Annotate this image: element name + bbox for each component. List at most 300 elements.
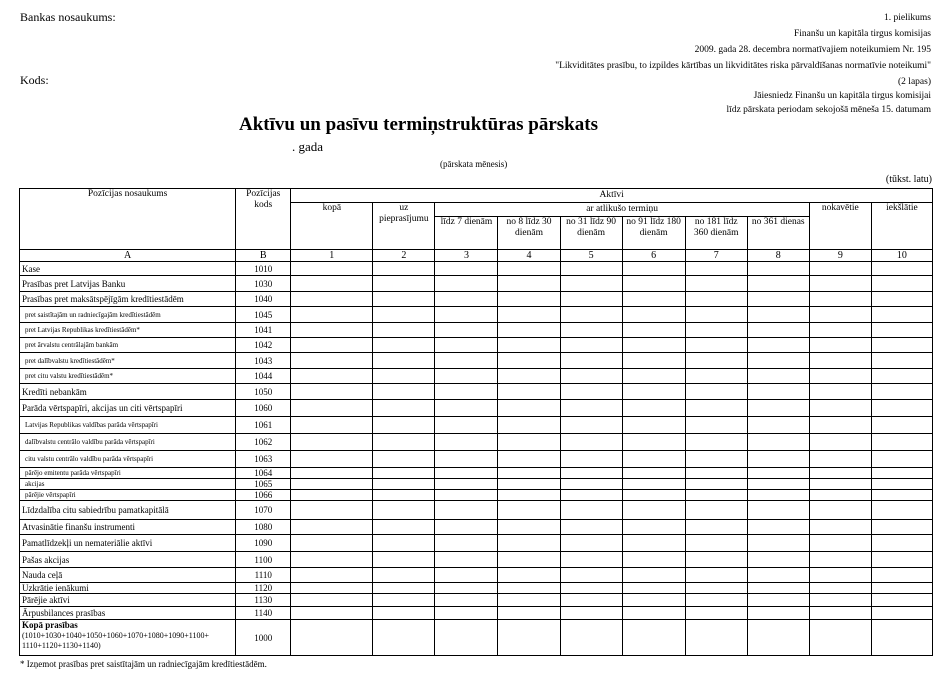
input-cell[interactable] [809, 479, 871, 490]
input-cell[interactable] [498, 490, 560, 501]
input-cell[interactable] [498, 417, 560, 434]
input-cell[interactable] [291, 276, 373, 292]
submit-deadline: līdz pārskata periodam sekojošā mēneša 15. datumam [726, 105, 931, 115]
input-cell[interactable] [435, 583, 498, 594]
row-name: dalībvalstu centrālo valdību parāda vērtspapīri [20, 434, 236, 451]
input-cell[interactable] [809, 535, 871, 552]
input-cell[interactable] [747, 384, 809, 400]
input-cell[interactable] [560, 535, 622, 552]
input-cell[interactable] [622, 583, 685, 594]
input-cell[interactable] [747, 323, 809, 338]
input-cell[interactable] [291, 417, 373, 434]
input-cell[interactable] [435, 307, 498, 323]
col-total: kopā [291, 203, 373, 250]
input-cell[interactable] [809, 323, 871, 338]
input-cell[interactable] [622, 369, 685, 384]
input-cell[interactable] [747, 400, 809, 417]
input-cell[interactable] [560, 417, 622, 434]
input-cell[interactable] [560, 451, 622, 468]
col-term-2: no 8 līdz 30 dienām [498, 217, 560, 250]
input-cell[interactable] [560, 276, 622, 292]
col-term-5: no 181 līdz 360 dienām [685, 217, 747, 250]
input-cell[interactable] [871, 400, 932, 417]
input-cell[interactable] [560, 520, 622, 535]
input-cell[interactable] [809, 552, 871, 568]
row-name: Atvasinātie finanšu instrumenti [20, 520, 236, 535]
input-cell[interactable] [622, 262, 685, 276]
input-cell[interactable] [560, 307, 622, 323]
row-code: 1045 [236, 307, 291, 323]
input-cell[interactable] [622, 552, 685, 568]
input-cell[interactable] [435, 276, 498, 292]
input-cell[interactable] [560, 501, 622, 520]
input-cell[interactable] [809, 620, 871, 656]
table-row [20, 262, 933, 276]
input-cell[interactable] [809, 434, 871, 451]
input-cell[interactable] [747, 338, 809, 353]
input-cell[interactable] [498, 353, 560, 369]
report-month-label: (pārskata mēnesis) [440, 159, 508, 169]
input-cell[interactable] [622, 323, 685, 338]
column-letter: 9 [809, 250, 871, 262]
row-code: 1120 [236, 583, 291, 594]
regulation-date: 2009. gada 28. decembra normatīvajiem noteikumiem Nr. 195 [694, 45, 931, 55]
input-cell[interactable] [498, 468, 560, 479]
input-cell[interactable] [871, 490, 932, 501]
input-cell[interactable] [747, 490, 809, 501]
input-cell[interactable] [622, 353, 685, 369]
row-code: 1030 [236, 276, 291, 292]
input-cell[interactable] [435, 417, 498, 434]
commission-label: Finanšu un kapitāla tirgus komisijas [793, 29, 931, 39]
input-cell[interactable] [747, 583, 809, 594]
col-overdue: nokavētie [809, 203, 871, 250]
input-cell[interactable] [747, 568, 809, 583]
input-cell[interactable] [291, 292, 373, 307]
input-cell[interactable] [871, 583, 932, 594]
input-cell[interactable] [560, 490, 622, 501]
input-cell[interactable] [685, 451, 747, 468]
input-cell[interactable] [747, 292, 809, 307]
column-letter: 4 [498, 250, 560, 262]
input-cell[interactable] [435, 552, 498, 568]
input-cell[interactable] [498, 607, 560, 620]
input-cell[interactable] [560, 384, 622, 400]
input-cell[interactable] [747, 276, 809, 292]
input-cell[interactable] [498, 501, 560, 520]
row-name: Uzkrātie ienākumi [20, 583, 236, 594]
input-cell[interactable] [498, 384, 560, 400]
input-cell[interactable] [685, 552, 747, 568]
input-cell[interactable] [871, 338, 932, 353]
input-cell[interactable] [373, 620, 435, 656]
input-cell[interactable] [685, 417, 747, 434]
input-cell[interactable] [498, 262, 560, 276]
input-cell[interactable] [498, 323, 560, 338]
input-cell[interactable] [622, 479, 685, 490]
input-cell[interactable] [809, 417, 871, 434]
input-cell[interactable] [685, 620, 747, 656]
input-cell[interactable] [498, 400, 560, 417]
input-cell[interactable] [560, 479, 622, 490]
input-cell[interactable] [373, 490, 435, 501]
input-cell[interactable] [373, 583, 435, 594]
input-cell[interactable] [747, 607, 809, 620]
row-name: Prasības pret maksātspējīgām kredītiestādēm [20, 292, 236, 307]
input-cell[interactable] [560, 353, 622, 369]
input-cell[interactable] [435, 400, 498, 417]
input-cell[interactable] [685, 594, 747, 607]
input-cell[interactable] [435, 384, 498, 400]
input-cell[interactable] [809, 369, 871, 384]
input-cell[interactable] [435, 479, 498, 490]
input-cell[interactable] [291, 583, 373, 594]
input-cell[interactable] [622, 520, 685, 535]
input-cell[interactable] [809, 451, 871, 468]
input-cell[interactable] [291, 338, 373, 353]
input-cell[interactable] [373, 276, 435, 292]
input-cell[interactable] [560, 338, 622, 353]
col-group-assets: Aktīvi [291, 189, 933, 203]
input-cell[interactable] [809, 276, 871, 292]
input-cell[interactable] [498, 552, 560, 568]
col-term-4: no 91 līdz 180 dienām [622, 217, 685, 250]
input-cell[interactable] [291, 568, 373, 583]
input-cell[interactable] [809, 568, 871, 583]
input-cell[interactable] [498, 292, 560, 307]
input-cell[interactable] [560, 594, 622, 607]
input-cell[interactable] [809, 594, 871, 607]
input-cell[interactable] [291, 262, 373, 276]
input-cell[interactable] [871, 620, 932, 656]
input-cell[interactable] [435, 490, 498, 501]
input-cell[interactable] [622, 468, 685, 479]
input-cell[interactable] [498, 620, 560, 656]
input-cell[interactable] [435, 369, 498, 384]
input-cell[interactable] [871, 417, 932, 434]
input-cell[interactable] [498, 369, 560, 384]
input-cell[interactable] [291, 323, 373, 338]
table-row [20, 292, 933, 307]
input-cell[interactable] [871, 594, 932, 607]
input-cell[interactable] [373, 607, 435, 620]
input-cell[interactable] [747, 468, 809, 479]
input-cell[interactable] [809, 307, 871, 323]
input-cell[interactable] [871, 568, 932, 583]
input-cell[interactable] [622, 451, 685, 468]
input-cell[interactable] [685, 400, 747, 417]
total-row [20, 620, 933, 656]
input-cell[interactable] [622, 490, 685, 501]
regulation-title: "Likviditātes prasību, to izpildes kārtības un likviditātes riska pārvaldīšanas normatīvie noteikumi" [555, 61, 931, 71]
input-cell[interactable] [291, 552, 373, 568]
input-cell[interactable] [871, 535, 932, 552]
input-cell[interactable] [435, 501, 498, 520]
input-cell[interactable] [809, 353, 871, 369]
input-cell[interactable] [498, 479, 560, 490]
input-cell[interactable] [747, 479, 809, 490]
input-cell[interactable] [622, 620, 685, 656]
input-cell[interactable] [498, 338, 560, 353]
input-cell[interactable] [435, 434, 498, 451]
column-letter: 5 [560, 250, 622, 262]
input-cell[interactable] [291, 451, 373, 468]
input-cell[interactable] [291, 490, 373, 501]
input-cell[interactable] [435, 353, 498, 369]
input-cell[interactable] [871, 520, 932, 535]
input-cell[interactable] [871, 501, 932, 520]
input-cell[interactable] [685, 384, 747, 400]
input-cell[interactable] [291, 369, 373, 384]
input-cell[interactable] [373, 468, 435, 479]
input-cell[interactable] [373, 417, 435, 434]
input-cell[interactable] [291, 620, 373, 656]
input-cell[interactable] [685, 468, 747, 479]
input-cell[interactable] [291, 520, 373, 535]
input-cell[interactable] [435, 620, 498, 656]
input-cell[interactable] [809, 501, 871, 520]
input-cell[interactable] [373, 434, 435, 451]
table-row [20, 451, 933, 468]
row-name: Pārējie aktīvi [20, 594, 236, 607]
input-cell[interactable] [373, 400, 435, 417]
input-cell[interactable] [622, 384, 685, 400]
input-cell[interactable] [685, 262, 747, 276]
input-cell[interactable] [560, 568, 622, 583]
input-cell[interactable] [871, 323, 932, 338]
input-cell[interactable] [291, 468, 373, 479]
annex-label: 1. pielikums [884, 13, 931, 23]
input-cell[interactable] [622, 607, 685, 620]
input-cell[interactable] [498, 520, 560, 535]
input-cell[interactable] [291, 594, 373, 607]
input-cell[interactable] [498, 434, 560, 451]
input-cell[interactable] [435, 594, 498, 607]
input-cell[interactable] [685, 369, 747, 384]
input-cell[interactable] [498, 568, 560, 583]
input-cell[interactable] [685, 501, 747, 520]
input-cell[interactable] [747, 417, 809, 434]
input-cell[interactable] [871, 262, 932, 276]
input-cell[interactable] [291, 535, 373, 552]
input-cell[interactable] [809, 607, 871, 620]
input-cell[interactable] [498, 535, 560, 552]
input-cell[interactable] [435, 535, 498, 552]
input-cell[interactable] [871, 369, 932, 384]
input-cell[interactable] [809, 262, 871, 276]
input-cell[interactable] [435, 338, 498, 353]
row-name: Pašas akcijas [20, 552, 236, 568]
input-cell[interactable] [373, 307, 435, 323]
input-cell[interactable] [622, 307, 685, 323]
input-cell[interactable] [498, 583, 560, 594]
input-cell[interactable] [685, 583, 747, 594]
input-cell[interactable] [809, 520, 871, 535]
input-cell[interactable] [435, 323, 498, 338]
input-cell[interactable] [747, 501, 809, 520]
input-cell[interactable] [291, 501, 373, 520]
input-cell[interactable] [747, 353, 809, 369]
input-cell[interactable] [373, 451, 435, 468]
input-cell[interactable] [373, 369, 435, 384]
input-cell[interactable] [435, 262, 498, 276]
row-code: 1070 [236, 501, 291, 520]
input-cell[interactable] [291, 434, 373, 451]
input-cell[interactable] [560, 620, 622, 656]
col-position-name: Pozīcijas nosaukums [20, 189, 236, 250]
column-letter: 6 [622, 250, 685, 262]
input-cell[interactable] [373, 323, 435, 338]
input-cell[interactable] [747, 307, 809, 323]
input-cell[interactable] [871, 384, 932, 400]
input-cell[interactable] [560, 434, 622, 451]
input-cell[interactable] [291, 607, 373, 620]
input-cell[interactable] [373, 552, 435, 568]
input-cell[interactable] [685, 607, 747, 620]
input-cell[interactable] [435, 468, 498, 479]
input-cell[interactable] [871, 276, 932, 292]
input-cell[interactable] [747, 434, 809, 451]
input-cell[interactable] [747, 520, 809, 535]
input-cell[interactable] [560, 369, 622, 384]
input-cell[interactable] [809, 468, 871, 479]
table-row [20, 384, 933, 400]
input-cell[interactable] [685, 323, 747, 338]
input-cell[interactable] [498, 451, 560, 468]
input-cell[interactable] [560, 468, 622, 479]
input-cell[interactable] [560, 292, 622, 307]
input-cell[interactable] [435, 451, 498, 468]
column-letter: 8 [747, 250, 809, 262]
input-cell[interactable] [291, 353, 373, 369]
input-cell[interactable] [622, 594, 685, 607]
input-cell[interactable] [560, 583, 622, 594]
row-name: Ārpusbilances prasības [20, 607, 236, 620]
input-cell[interactable] [871, 607, 932, 620]
input-cell[interactable] [560, 262, 622, 276]
input-cell[interactable] [291, 400, 373, 417]
input-cell[interactable] [373, 501, 435, 520]
input-cell[interactable] [685, 276, 747, 292]
input-cell[interactable] [498, 307, 560, 323]
input-cell[interactable] [871, 292, 932, 307]
input-cell[interactable] [622, 568, 685, 583]
input-cell[interactable] [747, 451, 809, 468]
input-cell[interactable] [498, 276, 560, 292]
input-cell[interactable] [560, 400, 622, 417]
col-accrued: iekšlātie [871, 203, 932, 250]
input-cell[interactable] [747, 594, 809, 607]
input-cell[interactable] [435, 520, 498, 535]
input-cell[interactable] [685, 338, 747, 353]
total-row-title: Kopā prasības [22, 620, 78, 630]
input-cell[interactable] [373, 535, 435, 552]
row-code: 1042 [236, 338, 291, 353]
input-cell[interactable] [685, 568, 747, 583]
input-cell[interactable] [685, 490, 747, 501]
input-cell[interactable] [373, 594, 435, 607]
input-cell[interactable] [560, 552, 622, 568]
input-cell[interactable] [622, 417, 685, 434]
total-row-label [20, 620, 236, 656]
input-cell[interactable] [622, 338, 685, 353]
input-cell[interactable] [871, 434, 932, 451]
input-cell[interactable] [622, 501, 685, 520]
input-cell[interactable] [685, 307, 747, 323]
input-cell[interactable] [622, 292, 685, 307]
input-cell[interactable] [871, 479, 932, 490]
input-cell[interactable] [871, 552, 932, 568]
row-code: 1090 [236, 535, 291, 552]
column-letters-row [20, 250, 933, 262]
input-cell[interactable] [747, 552, 809, 568]
input-cell[interactable] [373, 292, 435, 307]
input-cell[interactable] [291, 384, 373, 400]
input-cell[interactable] [291, 307, 373, 323]
input-cell[interactable] [747, 535, 809, 552]
input-cell[interactable] [871, 451, 932, 468]
input-cell[interactable] [809, 490, 871, 501]
input-cell[interactable] [685, 535, 747, 552]
input-cell[interactable] [435, 292, 498, 307]
input-cell[interactable] [622, 535, 685, 552]
input-cell[interactable] [871, 307, 932, 323]
input-cell[interactable] [622, 276, 685, 292]
input-cell[interactable] [747, 262, 809, 276]
input-cell[interactable] [291, 479, 373, 490]
input-cell[interactable] [685, 479, 747, 490]
input-cell[interactable] [622, 400, 685, 417]
row-name: pret citu valstu kredītiestādēm* [20, 369, 236, 384]
input-cell[interactable] [373, 384, 435, 400]
input-cell[interactable] [685, 520, 747, 535]
input-cell[interactable] [685, 353, 747, 369]
input-cell[interactable] [560, 607, 622, 620]
input-cell[interactable] [373, 520, 435, 535]
input-cell[interactable] [747, 369, 809, 384]
input-cell[interactable] [373, 568, 435, 583]
input-cell[interactable] [560, 323, 622, 338]
input-cell[interactable] [435, 568, 498, 583]
row-code: 1061 [236, 417, 291, 434]
input-cell[interactable] [498, 594, 560, 607]
input-cell[interactable] [685, 292, 747, 307]
table-row [20, 520, 933, 535]
row-code: 1060 [236, 400, 291, 417]
input-cell[interactable] [373, 338, 435, 353]
input-cell[interactable] [373, 353, 435, 369]
table-row [20, 607, 933, 620]
input-cell[interactable] [685, 434, 747, 451]
row-name: pret Latvijas Republikas kredītiestādēm* [20, 323, 236, 338]
input-cell[interactable] [871, 353, 932, 369]
row-name: Nauda ceļā [20, 568, 236, 583]
input-cell[interactable] [373, 479, 435, 490]
total-row-code: 1000 [236, 620, 291, 656]
input-cell[interactable] [871, 468, 932, 479]
table-row [20, 276, 933, 292]
input-cell[interactable] [809, 338, 871, 353]
input-cell[interactable] [373, 262, 435, 276]
input-cell[interactable] [622, 434, 685, 451]
input-cell[interactable] [435, 607, 498, 620]
input-cell[interactable] [809, 583, 871, 594]
input-cell[interactable] [809, 292, 871, 307]
table-row [20, 353, 933, 369]
input-cell[interactable] [809, 400, 871, 417]
input-cell[interactable] [809, 384, 871, 400]
input-cell[interactable] [747, 620, 809, 656]
